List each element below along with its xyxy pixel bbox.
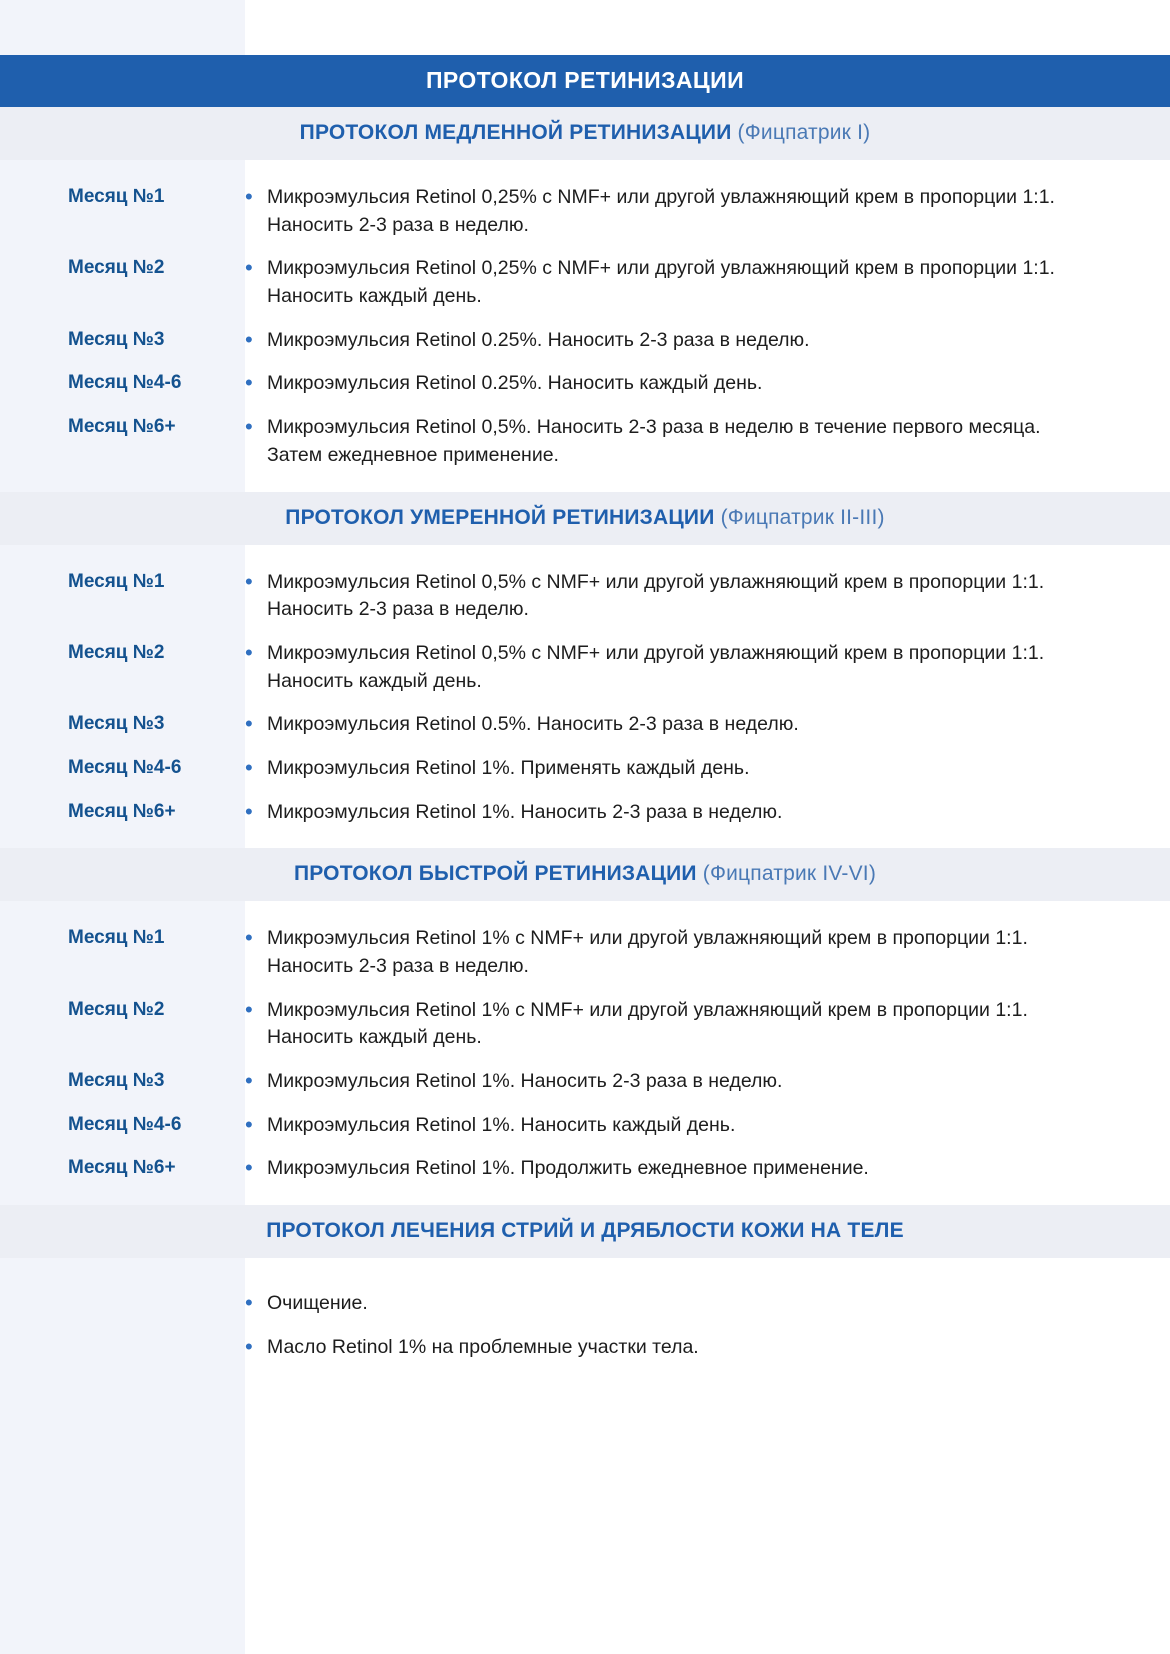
bullet-icon: • <box>245 925 253 951</box>
bullet-icon: • <box>245 370 253 396</box>
table-row <box>0 362 1170 406</box>
row-description <box>245 255 1170 310</box>
table-row <box>0 791 1170 835</box>
row-month-label: Месяц №1 <box>68 927 165 949</box>
table-row <box>0 1060 1170 1104</box>
bullet-icon: • <box>245 414 253 440</box>
table-row <box>0 561 1170 632</box>
section-header-body <box>0 1205 1170 1258</box>
table-row <box>0 703 1170 747</box>
row-description <box>245 1112 1170 1140</box>
table-row <box>0 747 1170 791</box>
row-description <box>245 799 1170 827</box>
bottom-spacer <box>0 1390 1170 1510</box>
bullet-icon: • <box>245 996 253 1022</box>
row-month-label: Месяц №2 <box>68 998 165 1020</box>
row-description-text: Микроэмульсия Retinol 1%. Продолжить ежедневное применение. <box>267 1157 869 1180</box>
row-month-label: Месяц №4-6 <box>68 1113 182 1135</box>
list-item <box>0 1282 1170 1326</box>
row-description <box>245 1290 1170 1318</box>
section-header-slow <box>0 107 1170 160</box>
row-description <box>245 997 1170 1052</box>
row-month-label: Месяц №4-6 <box>68 372 182 394</box>
bullet-icon: • <box>245 711 253 737</box>
row-description-text: Микроэмульсия Retinol 0,25% с NMF+ или другой увлажняющий крем в пропорции 1:1. Наносить 2-3 раза в неделю. <box>267 186 1055 236</box>
section-rows-moderate <box>0 545 1170 849</box>
row-month-label: Месяц №3 <box>68 1070 165 1092</box>
bullet-icon: • <box>245 184 253 209</box>
page-title: ПРОТОКОЛ РЕТИНИЗАЦИИ <box>0 55 1170 107</box>
table-row <box>0 1104 1170 1148</box>
row-description <box>245 569 1170 624</box>
row-description <box>245 414 1170 469</box>
table-row <box>0 989 1170 1060</box>
row-month-spacer <box>0 1290 245 1292</box>
table-row <box>0 319 1170 363</box>
section-rows-slow <box>0 160 1170 492</box>
row-month-label: Месяц №1 <box>68 570 165 592</box>
section-title: ПРОТОКОЛ БЫСТРОЙ РЕТИНИЗАЦИИ <box>293 862 697 886</box>
row-description-text: Микроэмульсия Retinol 0,5% с NMF+ или другой увлажняющий крем в пропорции 1:1. Наносить каждый день. <box>267 641 1045 692</box>
bullet-icon: • <box>245 1155 253 1181</box>
row-description-text: Микроэмульсия Retinol 1%. Применять каждый день. <box>267 756 750 779</box>
row-month-label: Месяц №6+ <box>68 416 176 438</box>
section-subtitle: (Фицпатрик II-III) <box>720 505 885 529</box>
bullet-icon: • <box>245 798 253 824</box>
list-item <box>0 1326 1170 1370</box>
section-subtitle: (Фицпатрик I) <box>737 121 871 144</box>
row-description <box>245 711 1170 739</box>
row-description-text: Микроэмульсия Retinol 1% с NMF+ или другой увлажняющий крем в пропорции 1:1. Наносить 2-3 раза в неделю. <box>267 927 1028 977</box>
row-description <box>245 640 1170 695</box>
row-description-text: Микроэмульсия Retinol 0,25% с NMF+ или другой увлажняющий крем в пропорции 1:1. Наносить каждый день. <box>267 257 1055 308</box>
bullet-icon: • <box>245 1068 253 1094</box>
row-month-label: Месяц №6+ <box>68 1157 176 1179</box>
row-description-text: Микроэмульсия Retinol 0,5% с NMF+ или другой увлажняющий крем в пропорции 1:1. Наносить 2-3 раза в неделю. <box>267 570 1045 621</box>
bullet-icon: • <box>245 754 253 780</box>
row-month-label: Месяц №3 <box>68 713 165 735</box>
row-description-text: Микроэмульсия Retinol 0.5%. Наносить 2-3 раза в неделю. <box>267 713 799 736</box>
row-description-text: Очищение. <box>267 1292 368 1315</box>
bullet-icon: • <box>245 1333 253 1359</box>
section-subtitle: (Фицпатрик IV-VI) <box>702 862 877 886</box>
section-title: ПРОТОКОЛ ЛЕЧЕНИЯ СТРИЙ И ДРЯБЛОСТИ КОЖИ НА ТЕЛЕ <box>266 1219 904 1243</box>
table-row <box>0 632 1170 703</box>
section-rows-fast <box>0 901 1170 1205</box>
row-description-text: Микроэмульсия Retinol 1%. Наносить каждый день. <box>267 1113 736 1136</box>
row-description <box>245 1155 1170 1183</box>
row-description-text: Микроэмульсия Retinol 0,5%. Наносить 2-3 раза в неделю в течение первого месяца. Затем ежедневное применение. <box>267 416 1041 466</box>
row-description <box>245 925 1170 980</box>
table-row <box>0 176 1170 247</box>
row-month-spacer <box>0 1334 245 1336</box>
section-title: ПРОТОКОЛ УМЕРЕННОЙ РЕТИНИЗАЦИИ <box>285 505 715 529</box>
row-description-text: Микроэмульсия Retinol 1% с NMF+ или другой увлажняющий крем в пропорции 1:1. Наносить каждый день. <box>267 998 1028 1049</box>
row-month-label: Месяц №4-6 <box>68 756 182 778</box>
row-description-text: Масло Retinol 1% на проблемные участки тела. <box>267 1335 699 1358</box>
row-month-label: Месяц №2 <box>68 641 165 663</box>
section-header-moderate <box>0 492 1170 545</box>
table-row <box>0 247 1170 318</box>
bullet-icon: • <box>245 1111 253 1137</box>
row-description-text: Микроэмульсия Retinol 0.25%. Наносить 2-3 раза в неделю. <box>267 328 810 351</box>
row-month-label: Месяц №1 <box>68 186 165 207</box>
section-header-fast <box>0 848 1170 901</box>
row-description <box>245 1334 1170 1362</box>
row-description <box>245 327 1170 355</box>
bullet-icon: • <box>245 326 253 352</box>
section-rows-body <box>0 1258 1170 1389</box>
table-row <box>0 1147 1170 1191</box>
bullet-icon: • <box>245 1290 253 1316</box>
row-description-text: Микроэмульсия Retinol 1%. Наносить 2-3 раза в неделю. <box>267 1070 783 1093</box>
row-month-label: Месяц №3 <box>68 328 165 350</box>
row-description <box>245 1068 1170 1096</box>
bullet-icon: • <box>245 639 253 665</box>
row-description-text: Микроэмульсия Retinol 1%. Наносить 2-3 раза в неделю. <box>267 800 783 823</box>
row-month-label: Месяц №2 <box>68 257 165 279</box>
section-title: ПРОТОКОЛ МЕДЛЕННОЙ РЕТИНИЗАЦИИ <box>299 121 732 144</box>
row-description <box>245 755 1170 783</box>
table-row <box>0 406 1170 477</box>
row-description-text: Микроэмульсия Retinol 0.25%. Наносить каждый день. <box>267 372 763 395</box>
table-row <box>0 917 1170 988</box>
bullet-icon: • <box>245 568 253 594</box>
row-description <box>245 184 1170 239</box>
row-month-label: Месяц №6+ <box>68 800 176 822</box>
bullet-icon: • <box>245 255 253 281</box>
row-description <box>245 370 1170 398</box>
